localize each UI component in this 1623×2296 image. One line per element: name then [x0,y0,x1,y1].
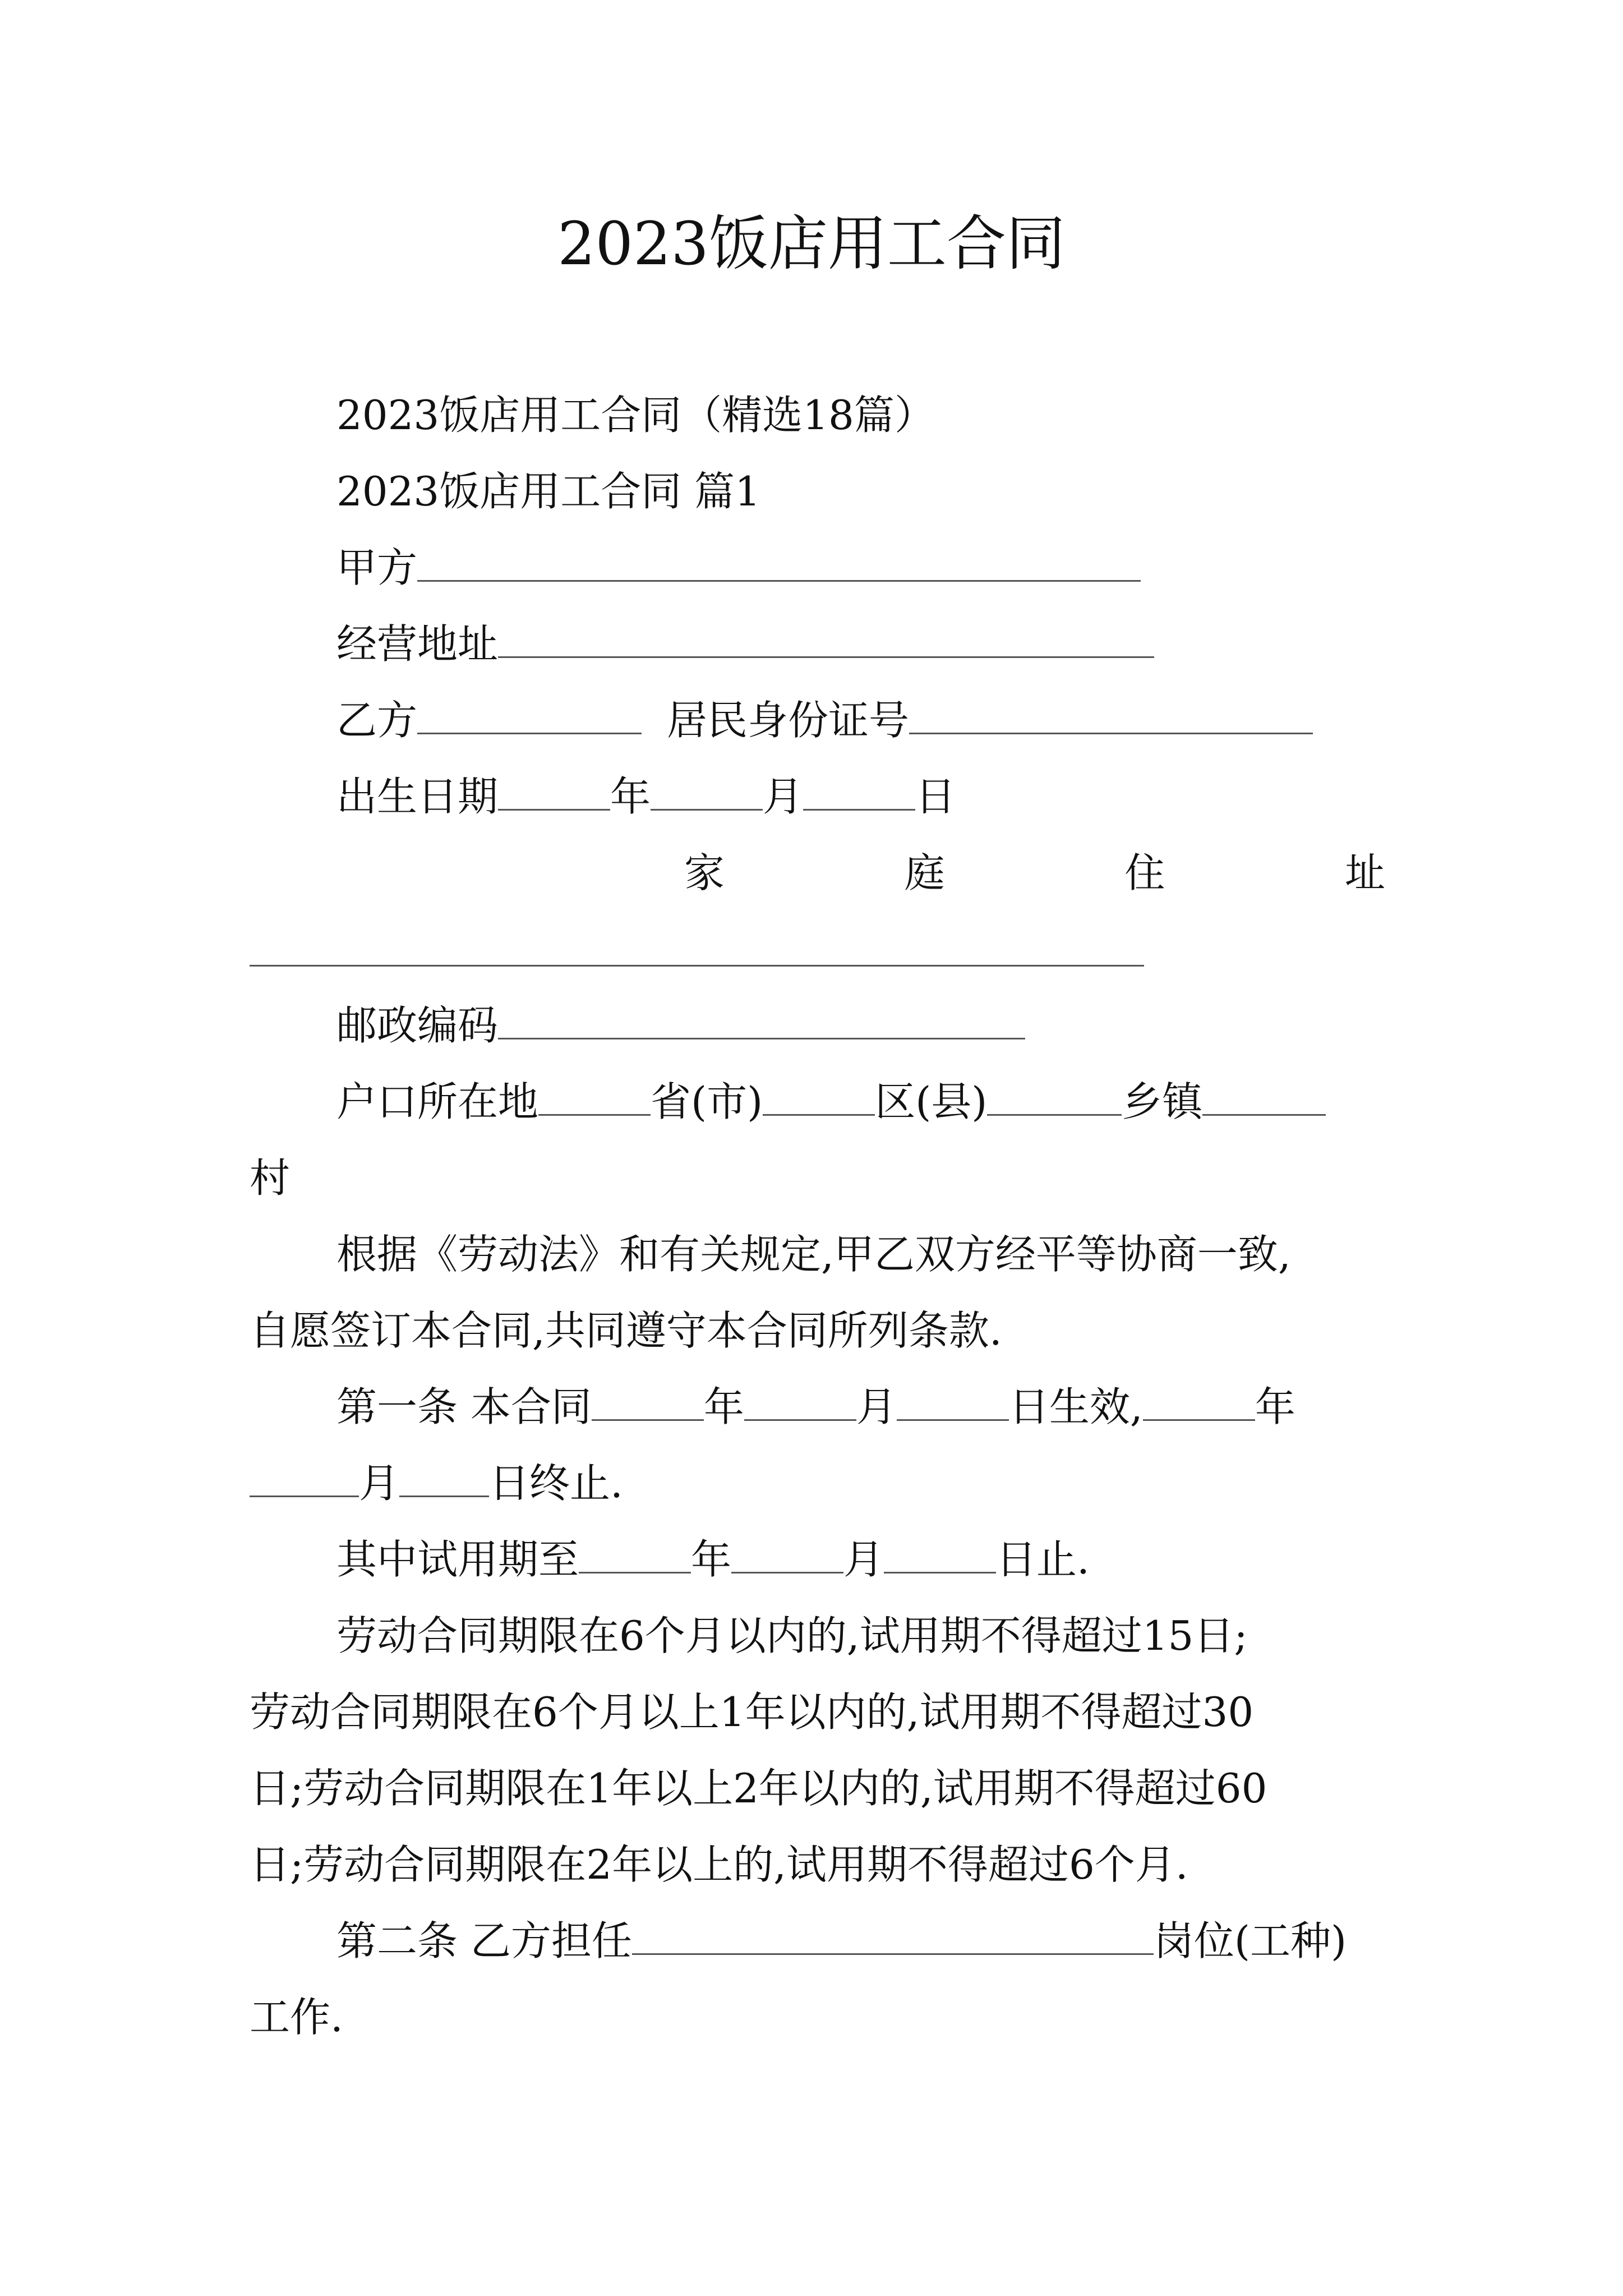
party-b-blank[interactable] [417,698,642,734]
year-label: 年 [691,1536,732,1583]
province-label: 省(市) [651,1078,763,1125]
section-heading: 2023饭店用工合同 篇1 [336,468,760,515]
article-2-line-1 [336,1913,1347,1969]
birth-date-line [336,769,956,825]
year-label: 年 [703,1383,744,1430]
paragraph-2-line-1: 劳动合同期限在6个月以内的,试用期不得超过15日; [336,1612,1248,1659]
year-label: 年 [610,773,651,820]
article-1-prefix: 第一条 本合同 [336,1383,592,1430]
month-label: 月 [763,773,804,820]
end-day-blank[interactable] [399,1461,489,1497]
position-suffix: 岗位(工种) [1153,1917,1347,1964]
trial-month-blank[interactable] [731,1537,843,1573]
day-label: 日 [915,773,956,820]
household-registration-line [336,1074,1326,1130]
month-label: 月 [359,1460,400,1507]
postcode-line [336,997,1025,1053]
birth-year-blank[interactable] [498,774,610,811]
end-month-blank[interactable] [250,1461,359,1497]
town-label: 乡镇 [1122,1078,1203,1125]
paragraph-1-line-2: 自愿签订本合同,共同遵守本合同所列条款. [250,1307,1002,1354]
business-address-line [336,616,1154,672]
home-address-char: 家 [684,849,725,896]
home-address-blank[interactable] [250,965,1144,967]
party-a-blank[interactable] [417,545,1141,582]
business-address-label: 经营地址 [336,620,499,668]
party-b-label: 乙方 [336,697,418,744]
postcode-label: 邮政编码 [336,1002,499,1049]
article-2-line-2: 工作. [250,1994,343,2041]
id-number-label: 居民身份证号 [667,697,910,744]
start-month-blank[interactable] [744,1384,856,1421]
birth-month-blank[interactable] [651,774,763,811]
home-address-char: 庭 [904,849,945,896]
trial-period-line [336,1531,1090,1588]
article-1-line-1 [336,1379,1295,1435]
month-label: 月 [856,1383,897,1430]
town-blank[interactable] [987,1079,1122,1116]
paragraph-2-line-4: 日;劳动合同期限在2年以上的,试用期不得超过6个月. [250,1841,1188,1888]
party-a-line [336,540,1141,596]
id-number-blank[interactable] [909,698,1313,734]
home-address-char: 址 [1344,849,1385,896]
trial-period-label: 其中试用期至 [336,1536,579,1583]
birth-day-blank[interactable] [803,774,915,811]
document-subtitle: 2023饭店用工合同（精选18篇） [336,392,935,439]
village-label: 村 [250,1154,291,1202]
article-2-prefix: 第二条 乙方担任 [336,1917,632,1964]
trial-year-blank[interactable] [579,1537,691,1573]
start-year-blank[interactable] [592,1384,704,1421]
village-blank[interactable] [1202,1079,1326,1116]
party-b-line [336,692,1313,748]
district-label: 区(县) [875,1078,988,1125]
business-address-blank[interactable] [498,622,1154,658]
province-blank[interactable] [538,1079,651,1116]
paragraph-1-line-1: 根据《劳动法》和有关规定,甲乙双方经平等协商一致, [336,1231,1291,1278]
household-registration-label: 户口所在地 [336,1078,539,1125]
start-day-blank[interactable] [897,1384,1009,1421]
trial-day-blank[interactable] [884,1537,996,1573]
terminate-label: 日终止. [489,1460,623,1507]
paragraph-2-line-3: 日;劳动合同期限在1年以上2年以内的,试用期不得超过60 [250,1765,1267,1812]
document-title: 2023饭店用工合同 [557,209,1066,278]
birth-date-label: 出生日期 [336,773,499,820]
home-address-line [684,845,1385,901]
postcode-blank[interactable] [498,1003,1025,1039]
month-label: 月 [843,1536,884,1583]
article-1-line-2 [250,1455,623,1511]
home-address-char: 住 [1124,849,1165,896]
position-blank[interactable] [632,1918,1154,1955]
party-a-label: 甲方 [336,544,418,591]
paragraph-2-line-2: 劳动合同期限在6个月以上1年以内的,试用期不得超过30 [250,1688,1254,1736]
district-blank[interactable] [763,1079,875,1116]
year-label: 年 [1255,1383,1295,1430]
effective-label: 日生效, [1008,1383,1143,1430]
trial-end-label: 日止. [996,1536,1090,1583]
end-year-blank[interactable] [1143,1384,1255,1421]
